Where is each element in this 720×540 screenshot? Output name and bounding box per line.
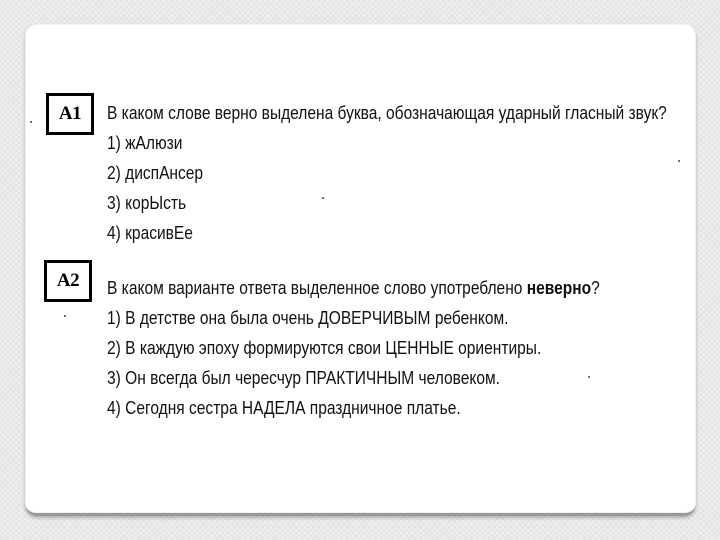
- question-a2-option-4: 4) Сегодня сестра НАДЕЛА праздничное платье.: [107, 397, 461, 418]
- question-a2-prompt: [107, 273, 600, 303]
- question-a2-option-2: 2) В каждую эпоху формируются свои ЦЕННЫЕ ориентиры.: [107, 337, 542, 358]
- question-a1-prompt: В каком слове верно выделена буква, обозначающая ударный гласный звук?: [107, 102, 667, 123]
- question-a2-prompt-end: ?: [591, 277, 600, 298]
- scan-speck: [588, 376, 590, 378]
- scan-speck: [30, 121, 32, 123]
- question-a1-option-4: 4) красивЕе: [107, 222, 193, 243]
- question-a1-option-1: 1) жАлюзи: [107, 132, 183, 153]
- question-a2-prompt-text: В каком варианте ответа выделенное слово употреблено: [107, 277, 527, 298]
- question-a1: [107, 98, 667, 248]
- question-a1-option-2: 2) диспАнсер: [107, 162, 204, 183]
- scan-speck: [64, 315, 66, 317]
- question-label-a1: А1: [46, 93, 94, 135]
- scan-speck: [322, 197, 324, 199]
- question-a1-option-3: 3) корЫсть: [107, 192, 187, 213]
- scan-speck: [678, 160, 680, 162]
- slide-card: [25, 24, 696, 516]
- question-a2-prompt-emphasis: неверно: [526, 277, 592, 298]
- question-label-a2: А2: [44, 260, 92, 302]
- question-a2: [107, 273, 600, 423]
- question-a2-option-1: 1) В детстве она была очень ДОВЕРЧИВЫМ ребенком.: [107, 307, 509, 328]
- question-a2-option-3: 3) Он всегда был чересчур ПРАКТИЧНЫМ человеком.: [107, 367, 500, 388]
